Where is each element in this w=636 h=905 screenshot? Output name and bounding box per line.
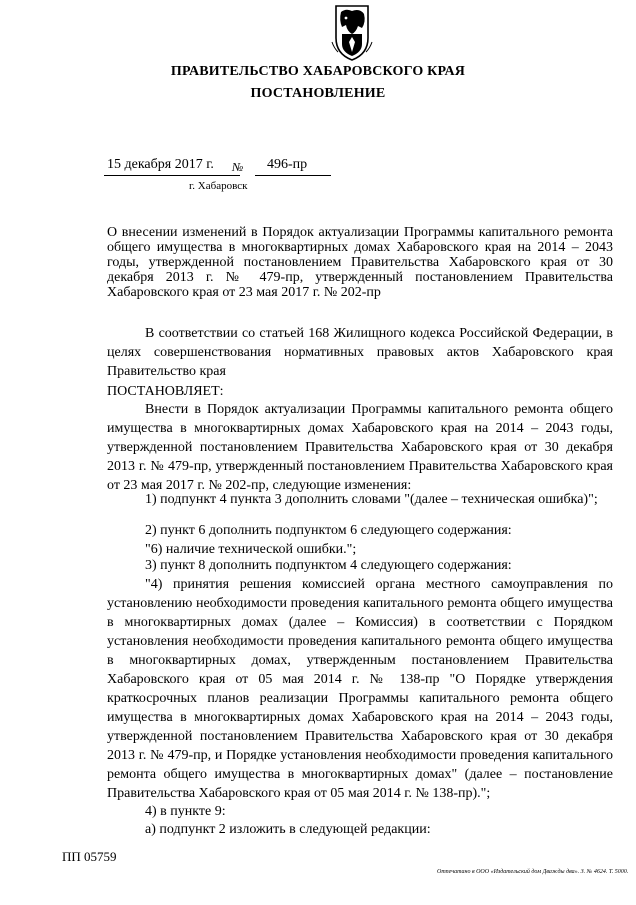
- resolves-heading: ПОСТАНОВЛЯЕТ:: [107, 384, 224, 399]
- item-4-paragraph: 4) в пункте 9:: [145, 804, 226, 819]
- item-3-paragraph: 3) пункт 8 дополнить подпунктом 4 следующего содержания:: [145, 558, 512, 573]
- coat-of-arms-emblem: [328, 4, 376, 62]
- main-paragraph: Внести в Порядок актуализации Программы капитального ремонта общего имущества в многоквартирных домах Хабаровского края на 2014 – 2043 годы, утвержденной постановлением Правительства Хабаровского края от 30 декабря 2013 г. № 479-пр, утвержденный постановлением Правительства Хабаровского края от 23 мая 2017 г. № 202-пр, следующие изменения:: [107, 402, 613, 493]
- document-code: ПП 05759: [62, 849, 117, 864]
- item-2-text-paragraph: "6) наличие технической ошибки.";: [145, 542, 357, 557]
- preamble-paragraph: В соответствии со статьей 168 Жилищного кодекса Российской Федерации, в целях совершенствования нормативных правовых актов Хабаровского края Правительство края: [107, 326, 613, 379]
- number-underline: [255, 175, 331, 176]
- date-underline: [104, 175, 240, 176]
- printer-imprint: Отпечатано в ООО «Издательский дом Дважды два». З. № 4624. Т. 5000.: [437, 869, 629, 875]
- item-1-paragraph: 1) подпункт 4 пункта 3 дополнить словами "(далее – техническая ошибка)";: [145, 492, 598, 507]
- item-2-paragraph: 2) пункт 6 дополнить подпунктом 6 следующего содержания:: [145, 523, 512, 538]
- document-city: г. Хабаровск: [189, 180, 248, 192]
- government-title: ПРАВИТЕЛЬСТВО ХАБАРОВСКОГО КРАЯ: [170, 64, 466, 79]
- document-type-title: ПОСТАНОВЛЕНИЕ: [250, 86, 386, 101]
- document-date: 15 декабря 2017 г.: [107, 157, 214, 172]
- document-subject: О внесении изменений в Порядок актуализации Программы капитального ремонта общего имущества в многоквартирных домах Хабаровского края на 2014 – 2043 годы, утвержденной постановлением Правительства Хабаровского края от 30 декабря 2013 г. № 479-пр, утвержденный постановлением Правительства Хабаровского края от 23 мая 2017 г. № 202-пр: [107, 225, 613, 300]
- number-label: №: [232, 160, 244, 174]
- document-number: 496-пр: [267, 157, 308, 172]
- item-3-text-paragraph: "4) принятия решения комиссией органа местного самоуправления по установлению необходимости проведения капитального ремонта общего имущества в многоквартирных домах (далее – Комиссия) в соответствии с Порядком установления необходимости проведения капитального ремонта общего имущества в многоквартирных домах, утвержденным постановлением Правительства Хабаровского края от 05 мая 2014 г. № 138-пр "О Порядке утверждения краткосрочных планов реализации Программы капитального ремонта общего имущества в многоквартирных домах Хабаровского края на 2014 – 2043 годы, утвержденной постановлением Правительства Хабаровского края от 30 декабря 2013 г. № 479-пр, и Порядке установления необходимости проведения капитального ремонта общего имущества в многоквартирных домах" (далее – постановление Правительства Хабаровского края от 05 мая 2014 г. № 138-пр).";: [107, 577, 613, 801]
- item-4a-paragraph: а) подпункт 2 изложить в следующей редакции:: [145, 822, 431, 837]
